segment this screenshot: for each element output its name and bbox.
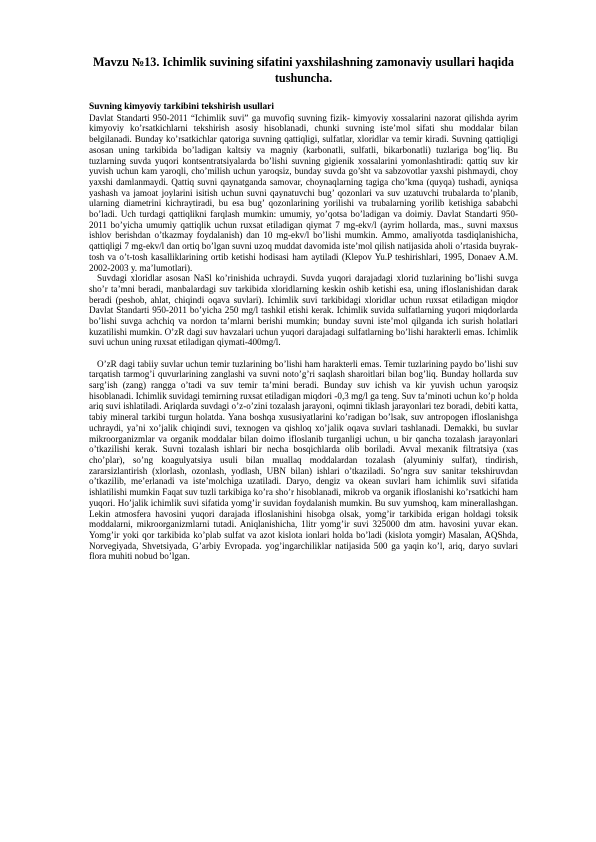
paragraph-hardness: Davlat Standarti 950-2011 “Ichimlik suvi” ga muvofiq suvning fizik- kimyoviy xossalarini nazorat qilishda ayrim kimyoviy ko’rsatkichlarni tekshirish asosiy hisoblanadi, chunki suvning iste’mol sifati shu moddalar bilan belgilanadi. Bunday ko’rsatkichlar qatoriga suvning qattiqligi, sulfatlar, xloridlar va temir kiradi. Suvning qattiqligi asosan uning tarkibida bo’ladigan kaltsiy va magniy (karbonatli, sulfatli, bikarbonatli) tuzlariga bog’liq. Bu tuzlarning suvda yuqori kontsentratsiyalarda bo’lishi suvning gigienik xossalarini yomonlashtiradi: qattiq suv kir yuvish uchun kam yaroqli, cho’milish uchun yaroqsiz, bunday suvda go’sht va sabzovotlar yaxshi pishmaydi, choy yaxshi damlanmaydi. Qattiq suvni qaynatganda samovar, choynaqlarning tagiga cho’kma (quyqa) tushadi, ayniqsa yashash va jamoat joylarini isitish uchun suvni qaynatuvchi bug’ qozonlari va suv uzatuvchi trubalarda to’planib, ularning diametrini kichraytiradi, bu esa bug’ qozonlarining yorilishi va trubalarning yorilib ketishiga sababchi bo’ladi. Uch turdagi qattiqlikni farqlash mumkin: umumiy, yo’qotsa bo’ladigan va doimiy. Davlat Standarti 950-2011 bo’yicha umumiy qattiqlik uchun ruxsat etiladigan qiymat 7 mg-ekv/l (ayrim hollarda, mas., suvni maxsus ishlov berishdan o’tkazmay foydalanish) dan 10 mg-ekv/l bo’lishi mumkin. Ammo, amaliyotda tasdiqlanishicha, qattiqligi 7 mg-ekv/l dan ortiq bo’lgan suvni uzoq muddat davomida iste’mol qilish natijasida aholi o’rtasida buyrak-tosh va o’t-tosh kasalliklarining ortib ketishi hodisasi ham aytiladi (Klepov Yu.P teshirishlari, 1995, Donaev A.M. 2002-2003 y. ma’lumotlari). [89,112,518,273]
paragraph-chlorides-sulfates: Suvdagi xloridlar asosan NaSl ko’rinishida uchraydi. Suvda yuqori darajadagi xlorid tuzlarining bo’lishi suvga sho’r ta’mni beradi, manbalardagi suv tarkibida xloridlarning keskin oshib ketishi esa, uning ifloslanishidan darak beradi (peshob, ahlat, chiqindi oqava suvlari). Ichimlik suvi tarkibidagi xloridlar uchun ruxsat etiladigan miqdor Davlat Standarti 950-2011 bo’yicha 250 mg/l tashkil etishi kerak. Ichimlik suvida sulfatlarning yuqori miqdorlarda bo’lishi suvga achchiq va nordon ta’mlarni berishi mumkin; bunday suvni iste’mol qilganda ich surish holatlari kuzatilishi mumkin. O’zR dagi suv havzalari uchun yuqori darajadagi sulfatlarning bo’lishi harakterli emas. Ichimlik suvi uchun uning ruxsat etiladigan qiymati-400mg/l. [89,273,518,348]
page-title: Mavzu №13. Ichimlik suvining sifatini yaxshilashning zamonaviy usullari haqida tushuncha. [93,55,514,85]
section-heading: Suvning kimyoviy tarkibini tekshirish usullari [89,102,274,112]
paragraph-iron-treatment: O’zR dagi tabiiy suvlar uchun temir tuzlarining bo’lishi ham harakterli emas. Temir tuzlarining paydo bo’lishi suv tarqatish tarmog’i quvurlarining zanglashi va suvni noto’g’ri saqlash sharoitlari bilan bog’liq. Bunday hollarda suv sarg’ish (zang) rangga o’tadi va suv temir ta’mini beradi. Bunday suv ichish va kir yuvish uchun yaroqsiz hisoblanadi. Ichimlik suvidagi temirning ruxsat etiladigan miqdori -0,3 mg/l ga teng. Suv ta’minoti uchun ko’p holda ariq suvi ishlatiladi. Ariqlarda suvdagi o’z-o’zini tozalash jarayoni, oqimni tiklash jarayonlari tez boradi, debiti katta, tabiy mineral tarkibi turgun holatda. Yana boshqa xususiyatlarini ko’radigan bo’lsak, suv antropogen ifloslanishga uchraydi, ya’ni xo’jalik chiqindi suvi, texnogen va qishloq xo’jalik oqava suvlari tashlanadi. Demakki, bu suvlar mikroorganizmlar va organik moddalar bilan doimo ifloslanib turganligi uchun, u bir qancha tozalash jarayonlari o’tkazilishi kerak. Suvni tozalash ishlari bir necha bosqichlarda olib boriladi. Avval mexanik filtratsiya (xas cho’plar), so’ng koagulyatsiya usuli bilan muallaq moddalardan tozalash (alyuminiy sulfat), tindirish, zararsizlantirish (xlorlash, ozonlash, yodlash, UBN bilan) ishlari o’tkaziladi. So’ngra suv sanitar tekshiruvdan o’tkazilib, me’erlanadi va iste’molchiga uzatiladi. Daryo, dengiz va okean suvlari ham ichimlik suvi sifatida ishlatilishi mumkin Faqat suv tuzli tarkibiga ko’ra sho’r hisoblanadi, mikrob va organik ifloslanishi ko’rsatkichi ham yuqori. Ho’jalik ichimlik suvi sifatida yomg’ir suvidan foydalanish mumkin. Bu suv yumshoq, kam minerallashgan. Lekin atmosfera havosini yuqori darajada ifloslanishini hisobga olsak, yomg’ir tarkibida erigan holdagi toksik moddalarni, mikroorganizmlarni tutadi. Aniqlanishicha, 1litr yomg’ir suvi 325000 dm atm. havosini yuvar ekan. Yomg’ir yoki qor tarkibida ko’plab sulfat va azot kislota ionlari holda bo’ladi (kislota yomgir) Masalan, AQShda, Norvegiyada, Shvetsiyada, G’arbiy Evropada. yog’ingarchiliklar natijasida 500 ga yaqin ko’l, ariq, daryo suvlari flora muhiti nobud bo’lgan. [89,358,518,562]
document-page [89,54,518,562]
